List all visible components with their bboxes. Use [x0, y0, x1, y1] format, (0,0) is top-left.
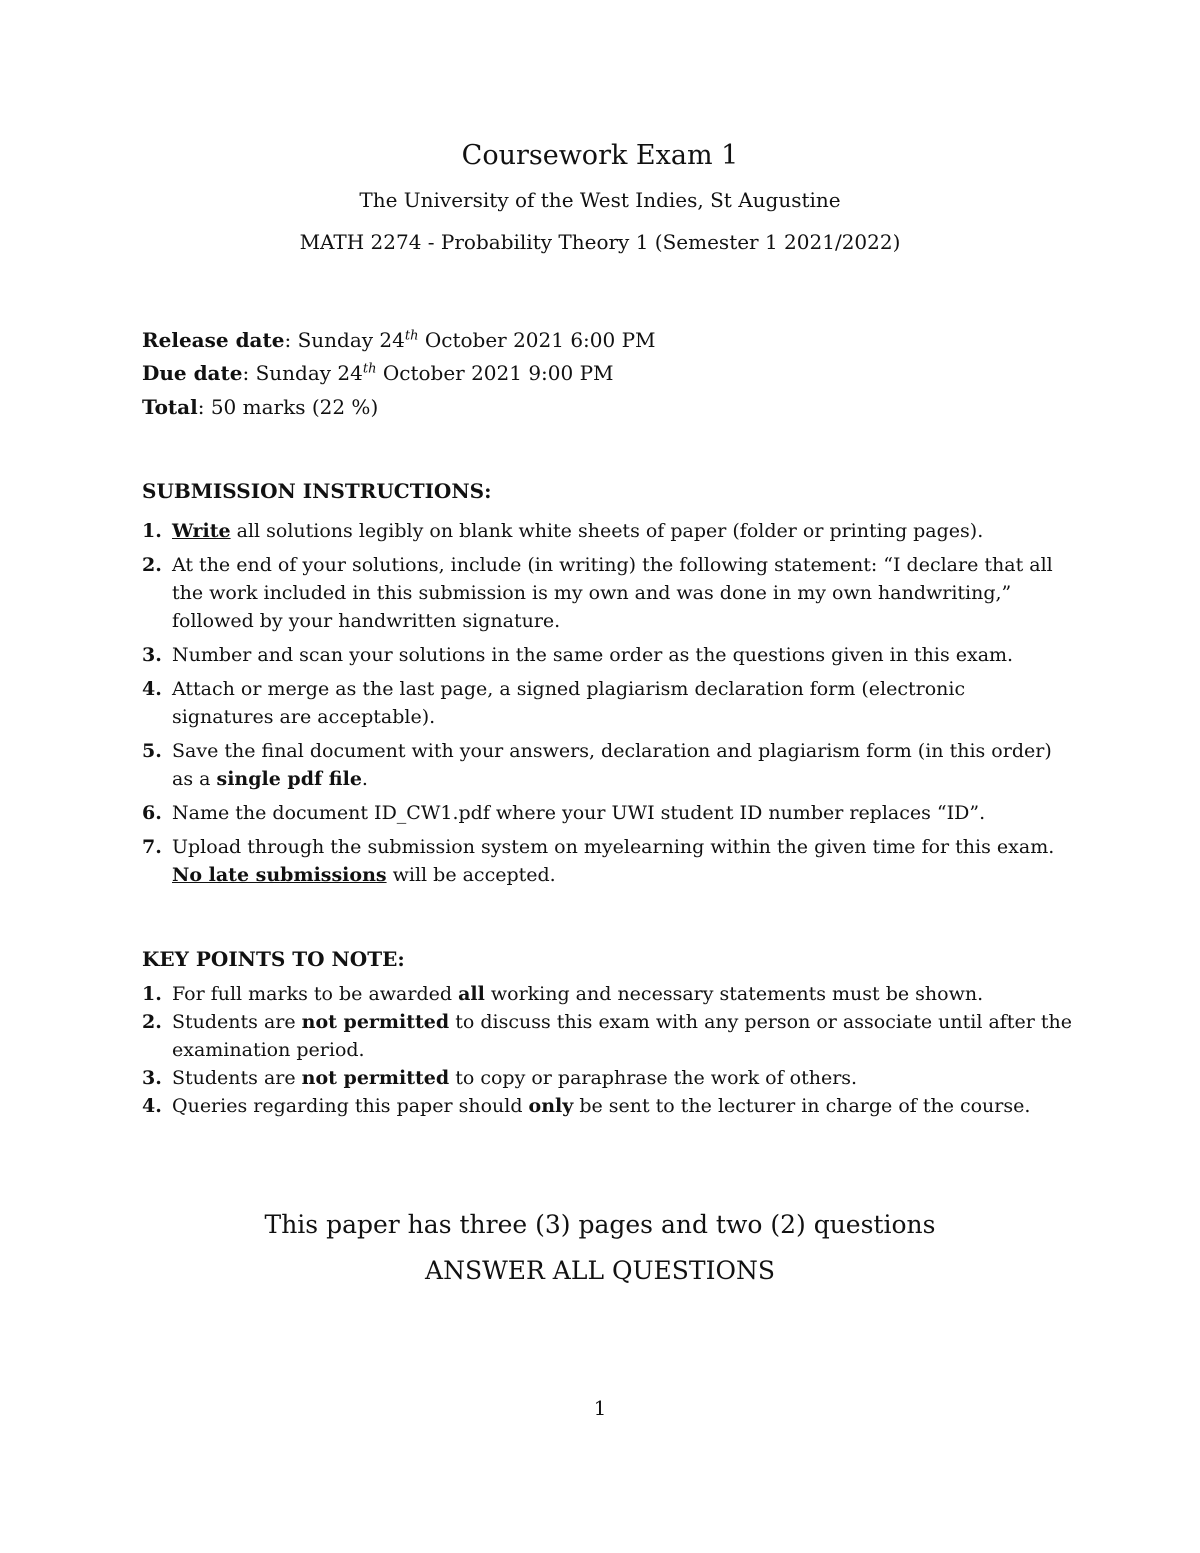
list-item: [142, 551, 1072, 635]
item-number: 3.: [142, 644, 162, 666]
page-number: 1: [593, 1396, 607, 1420]
item-number: 4.: [142, 1095, 162, 1117]
item-text: all solutions legibly on blank white sheets of paper (folder or printing pages).: [230, 520, 984, 542]
due-date-sup: th: [362, 361, 377, 377]
due-date-label: Due date: [142, 361, 243, 385]
list-item: [142, 1008, 1072, 1064]
list-item: [142, 517, 1072, 545]
item-text: Upload through the submission system on myelearning within the given time for this exam.: [172, 836, 1055, 858]
item-number: 7.: [142, 836, 162, 858]
submission-heading: SUBMISSION INSTRUCTIONS:: [142, 479, 492, 503]
list-item: [142, 980, 1072, 1008]
course-name: MATH 2274 - Probability Theory 1 (Semester 1 2021/2022): [299, 230, 901, 254]
institution-name: The University of the West Indies, St Augustine: [359, 188, 841, 212]
submission-list: [142, 517, 1072, 889]
answer-instruction: ANSWER ALL QUESTIONS: [425, 1256, 775, 1285]
item-text: At the end of your solutions, include (in writing) the following statement: “I declare that all the work included in this submission is my own and was done in my own handwriting,” followed by your handwritten signature.: [172, 554, 1053, 632]
item-number: 2.: [142, 554, 162, 576]
item-text: Students are: [172, 1011, 302, 1033]
total-marks: [142, 393, 378, 421]
item-text: Queries regarding this paper should: [172, 1095, 529, 1117]
item-number: 5.: [142, 740, 162, 762]
item-number: 1.: [142, 983, 162, 1005]
item-text: to discuss this exam with any person or associate until after the examination period.: [172, 1011, 1072, 1061]
item-number: 2.: [142, 1011, 162, 1033]
release-date-sup: th: [404, 328, 419, 344]
list-item: [142, 1064, 1072, 1092]
item-text: be sent to the lecturer in charge of the course.: [573, 1095, 1031, 1117]
item-text: Number and scan your solutions in the same order as the questions given in this exam.: [172, 644, 1014, 666]
due-date-value-post: October 2021 9:00 PM: [376, 361, 614, 385]
list-item: [142, 737, 1072, 793]
keypoints-list: [142, 980, 1072, 1120]
keypoints-heading: KEY POINTS TO NOTE:: [142, 947, 405, 971]
total-label: Total: [142, 395, 198, 419]
item-text: Students are: [172, 1067, 302, 1089]
item-number: 3.: [142, 1067, 162, 1089]
item-number: 1.: [142, 520, 162, 542]
item-emphasis: all: [458, 983, 485, 1005]
item-emphasis: not permitted: [301, 1011, 450, 1033]
item-text: .: [361, 768, 368, 790]
release-date: [142, 326, 656, 354]
item-emphasis: No late submissions: [172, 864, 387, 886]
release-date-value-post: October 2021 6:00 PM: [418, 328, 656, 352]
release-date-label: Release date: [142, 328, 285, 352]
total-value: : 50 marks (22 %): [197, 395, 379, 419]
due-date-value-pre: : Sunday 24: [242, 361, 363, 385]
item-text: working and necessary statements must be shown.: [484, 983, 984, 1005]
item-emphasis: single pdf file: [216, 768, 362, 790]
item-emphasis: only: [528, 1095, 574, 1117]
item-emphasis: not permitted: [301, 1067, 450, 1089]
list-item: [142, 799, 1072, 827]
item-text: Save the final document with your answers, declaration and plagiarism form (in this order) as a: [172, 740, 1052, 790]
list-item: [142, 641, 1072, 669]
exam-title: Coursework Exam 1: [461, 140, 739, 171]
item-text: Attach or merge as the last page, a signed plagiarism declaration form (electronic signatures are acceptable).: [172, 678, 966, 728]
item-text: Name the document ID_CW1.pdf where your UWI student ID number replaces “ID”.: [172, 802, 986, 824]
list-item: [142, 833, 1072, 889]
item-number: 6.: [142, 802, 162, 824]
item-text: to copy or paraphrase the work of others.: [449, 1067, 858, 1089]
pages-note: This paper has three (3) pages and two (2) questions: [264, 1210, 936, 1239]
due-date: [142, 359, 614, 387]
item-emphasis: Write: [172, 520, 231, 542]
item-number: 4.: [142, 678, 162, 700]
item-text: For full marks to be awarded: [172, 983, 459, 1005]
item-text: will be accepted.: [386, 864, 556, 886]
release-date-value-pre: : Sunday 24: [284, 328, 405, 352]
list-item: [142, 1092, 1072, 1120]
list-item: [142, 675, 1072, 731]
